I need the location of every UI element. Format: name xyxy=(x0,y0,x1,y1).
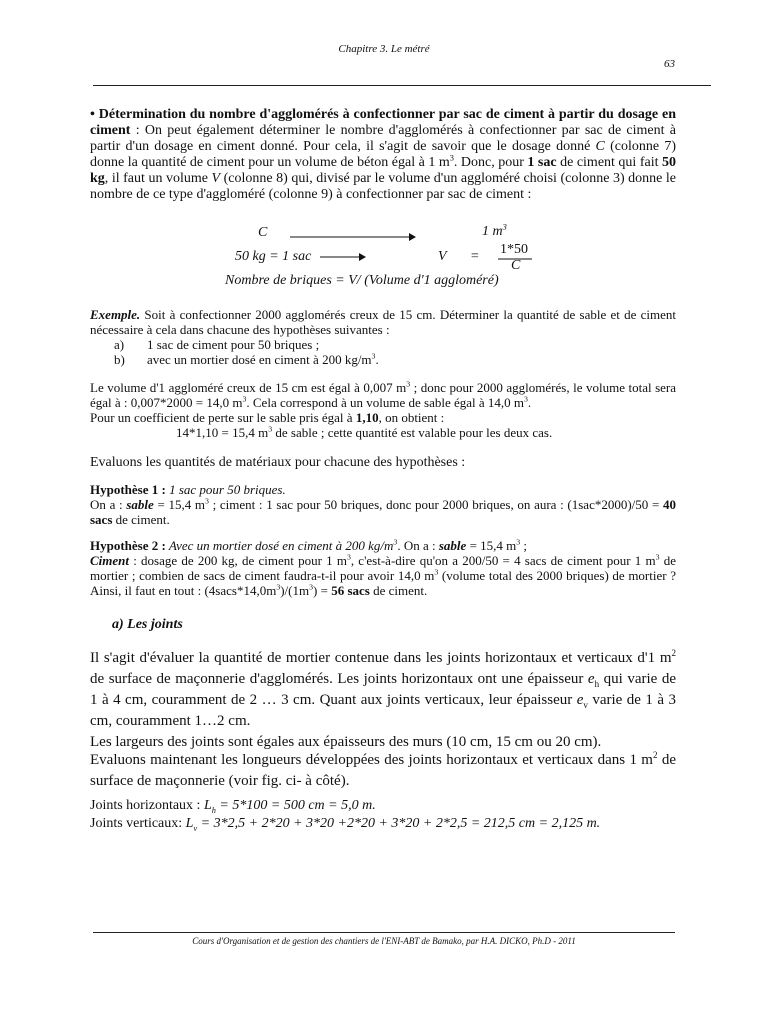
list-item: b) avec un mortier dosé en ciment à 200 $kg/m^3$. xyxy=(114,351,379,367)
joints-formulas: Joints horizontaux : $L_h = 5*100 = 500$ cm = 5,0 m. Joints verticaux: $L_v = 3*2,5 + 2*20 + 3*20 +2*20 + 3*20 + 2*2,5 = 212,5$ cm = 2,125 m. xyxy=(90,798,601,833)
section-intro-paragraph: • Détermination du nombre d'agglomérés à confectionner par sac de ciment à partir du dosage en ciment : On peut également déterminer le nombre d'agglomérés à confectionner par sac de ciment à partir d'un dosage en ciment donné. Pour cela, il s'agit de savoir que le dosage donné C (colonne 7) donne la quantité de ciment pour un volume de béton égal à 1 $m^3$. Donc, pour 1 sac de ciment qui fait 50 kg, il faut un volume V (colonne 8) qui, divisé par le volume d'un aggloméré choisi (colonne 3) donne le nombre de ce type d'aggloméré (colonne 9) à confectionner par sac de ciment : xyxy=(90,107,677,202)
list-item: a) 1 sac de ciment pour 50 briques ; xyxy=(114,337,320,352)
section-title: Détermination du nombre d'agglomérés à confectionner par sac de ciment à partir du dosage en ciment xyxy=(90,107,677,138)
formula-50kg: 50 kg = 1 sac xyxy=(235,249,312,264)
joints-lengths-paragraph: Evaluons maintenant les longueurs développées des joints horizontaux et verticaux dans 1 $m^2$ de surface de maçonnerie (voir fig. ci- à côté). xyxy=(90,750,676,789)
joints-heading: a) Les joints xyxy=(112,617,183,632)
page-footer: Cours d'Organisation et de gestion des chantiers de l'ENI-ABT de Bamako, par H.A. DICKO, Ph.D - 2011 xyxy=(192,936,576,946)
evaluons-hypotheses: Evaluons les quantités de matériaux pour chacune des hypothèses : xyxy=(90,455,466,470)
formula-denominator: C xyxy=(511,258,521,273)
hypothesis-2: Hypothèse 2 : Avec un mortier dosé en ciment à 200 $kg/m^3$. On a : sable = 15,4 $m^3$ ; Ciment : dosage de 200 kg, de ciment pour 1 $m^3$, c'est-à-dire qu'on a 200/50 = 4 sacs de ciment pour 1 $m^3$ de mortier ; combien de sacs de ciment faudra-t-il pour avoir 14,0 $m^3$ (volume total des 2000 briques) de mortier ? Ainsi, il faut en tout : $(4sacs*14,0m^3)/(1m^3) = 56$ sacs de ciment. xyxy=(90,537,676,598)
example-list xyxy=(90,337,676,367)
chapter-title: Chapitre 3. Le métré xyxy=(338,43,430,55)
volume-paragraph: Le volume d'1 aggloméré creux de 15 cm est égal à 0,007 $m^3$ ; donc pour 2000 agglomérés, le volume total sera égal à : 0,007*2000 = 14,0 $m^3$. Cela correspond à un volume de sable égal à 14,0 $m^3$. Pour un coefficient de perte sur le sable pris égal à 1,10, on obtient : 14*1,10 = 15,4 $m^3$ de sable ; cette quantité est valable pour les deux cas. xyxy=(90,379,677,440)
hypothesis-2-label: Hypothèse 2 : xyxy=(90,538,166,553)
formula-v: V xyxy=(438,249,447,264)
formula-nombre-briques: Nombre de briques = V/ (Volume d'1 aggloméré) xyxy=(225,273,499,288)
joints-paragraph: Il s'agit d'évaluer la quantité de mortier contenue dans les joints horizontaux et verticaux d'1 $m^2$ de surface de maçonnerie d'agglomérés. Les joints horizontaux ont une épaisseur $e_h$ qui varie de 1 à 4 cm, couramment de 2 … 3 cm. Quant aux joints verticaux, leur épaisseur $e_v$ varie de 1 à 3 cm, couramment 1…2 cm. Les largeurs des joints sont égales aux épaisseurs des murs (10 cm, 15 cm ou 20 cm). xyxy=(90,648,677,750)
example-paragraph: Exemple. Soit à confectionner 2000 agglomérés creux de 15 cm. Déterminer la quantité de sable et de ciment nécessaire à cela dans chacune des hypothèses suivantes : xyxy=(90,307,676,337)
formula-one-m3: 1 $m^3$ xyxy=(482,222,507,239)
footer-rule xyxy=(93,932,675,933)
formula-numerator: 1*50 xyxy=(500,242,528,257)
page-number: 63 xyxy=(664,58,675,70)
formula-c: C xyxy=(258,225,268,240)
formula-equals: = xyxy=(470,249,480,264)
hypothesis-1-label: Hypothèse 1 : xyxy=(90,482,166,497)
example-label: Exemple. xyxy=(90,307,141,322)
hypothesis-1: Hypothèse 1 : 1 sac pour 50 briques. On a : sable = 15,4 $m^3$ ; ciment : 1 sac pour 50 briques, donc pour 2000 briques, on aura : (1sac*2000)/50 = 40 sacs de ciment. xyxy=(90,482,676,527)
bullet: • xyxy=(90,107,95,122)
